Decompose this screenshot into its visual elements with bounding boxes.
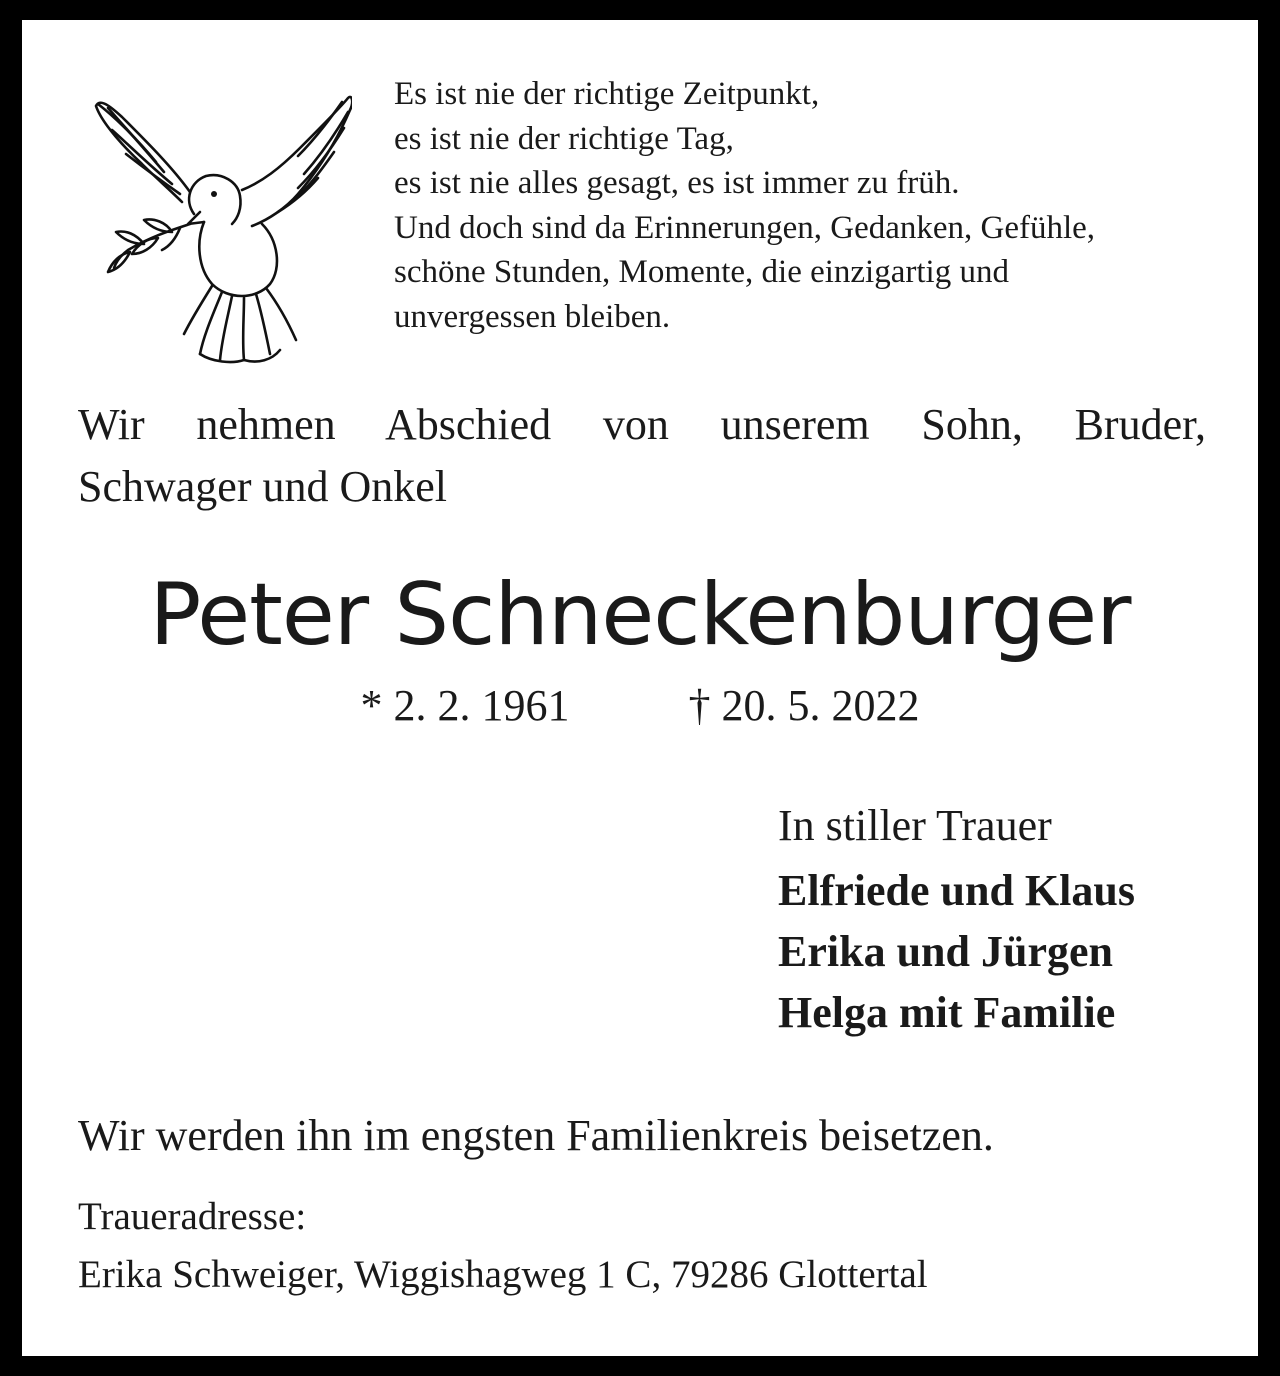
death-date: † 20. 5. 2022 bbox=[688, 681, 920, 730]
poem-line: schöne Stunden, Momente, die einzigartig und bbox=[394, 254, 1009, 290]
address-value: Erika Schweiger, Wiggishagweg 1 C, 79286 Glottertal bbox=[78, 1253, 928, 1296]
poem-line: es ist nie alles gesagt, es ist immer zu früh. bbox=[394, 165, 960, 201]
birth-date: * 2. 2. 1961 bbox=[360, 681, 570, 730]
farewell-intro bbox=[78, 394, 1206, 518]
dove-with-olive-branch-icon bbox=[72, 72, 352, 364]
poem-line: es ist nie der richtige Tag, bbox=[394, 120, 734, 157]
mourners-block bbox=[778, 796, 1238, 1043]
deceased-name: Peter Schneckenburger bbox=[149, 565, 1131, 665]
mourner-name: Helga mit Familie bbox=[778, 988, 1116, 1037]
poem bbox=[394, 72, 1234, 339]
address-label: Traueradresse: bbox=[78, 1195, 307, 1238]
poem-line: Es ist nie der richtige Zeitpunkt, bbox=[394, 76, 820, 112]
farewell-intro-line: Wir nehmen Abschied von unserem Sohn, Bruder, bbox=[78, 400, 1206, 449]
obituary-card bbox=[22, 20, 1258, 1356]
life-dates bbox=[22, 678, 1258, 734]
mourning-address bbox=[78, 1188, 928, 1304]
poem-line: Und doch sind da Erinnerungen, Gedanken, Gefühle, bbox=[394, 209, 1096, 246]
farewell-intro-line: Schwager und Onkel bbox=[78, 462, 448, 511]
mourner-name: Erika und Jürgen bbox=[778, 927, 1113, 976]
burial-note: Wir werden ihn im engsten Familienkreis beisetzen. bbox=[78, 1111, 994, 1160]
mourner-name: Elfriede und Klaus bbox=[778, 866, 1135, 915]
mourning-heading: In stiller Trauer bbox=[778, 801, 1052, 850]
poem-line: unvergessen bleiben. bbox=[394, 298, 671, 335]
